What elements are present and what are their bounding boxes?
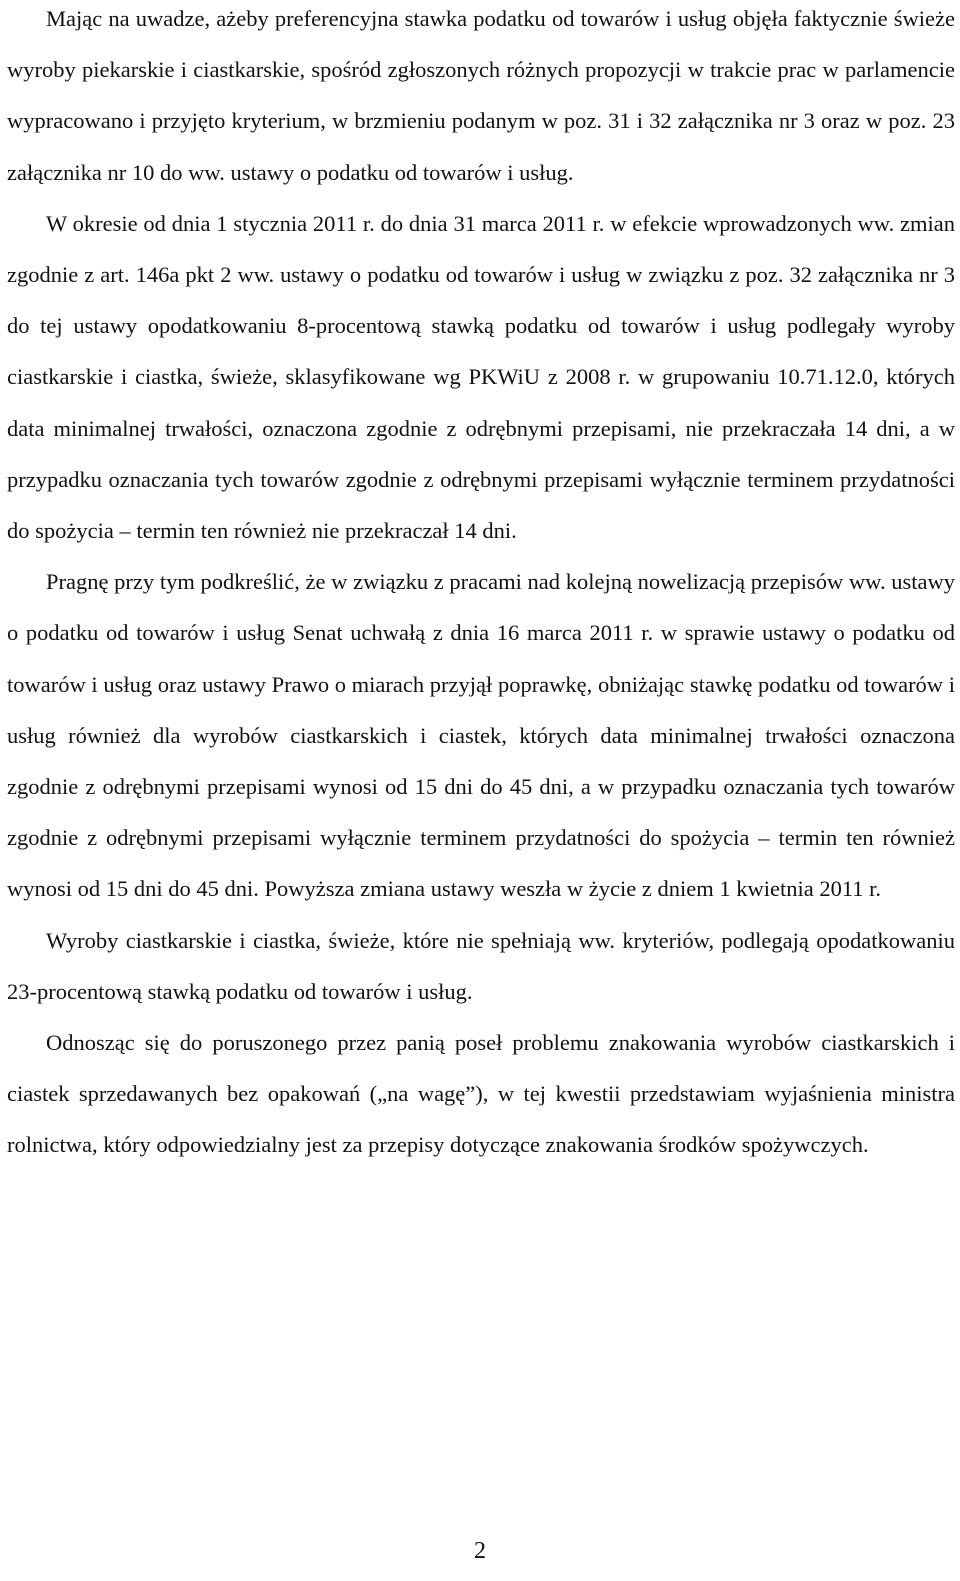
page-number: 2: [474, 1538, 486, 1564]
paragraph-1: Mając na uwadze, ażeby preferencyjna stawka podatku od towarów i usług objęła faktycznie świeże wyroby piekarskie i ciastkarskie, spośród zgłoszonych różnych propozycji w trakcie prac w parlamencie wypracowano i przyjęto kryterium, w brzmieniu podanym w poz. 31 i 32 załącznika nr 3 oraz w poz. 23 załącznika nr 10 do ww. ustawy o podatku od towarów i usług.: [7, 6, 955, 185]
paragraph-5: Odnosząc się do poruszonego przez panią poseł problemu znakowania wyrobów ciastkarskich i ciastek sprzedawanych bez opakowań („na wagę”), w tej kwestii przedstawiam wyjaśnienia ministra rolnictwa, który odpowiedzialny jest za przepisy dotyczące znakowania środków spożywczych.: [7, 1030, 955, 1158]
document-page: [7, 0, 955, 1171]
paragraph-3: Pragnę przy tym podkreślić, że w związku z pracami nad kolejną nowelizacją przepisów ww. ustawy o podatku od towarów i usług Senat uchwałą z dnia 16 marca 2011 r. w sprawie ustawy o podatku od towarów i usług oraz ustawy Prawo o miarach przyjął poprawkę, obniżając stawkę podatku od towarów i usług również dla wyrobów ciastkarskich i ciastek, których data minimalnej trwałości oznaczona zgodnie z odrębnymi przepisami wynosi od 15 dni do 45 dni, a w przypadku oznaczania tych towarów zgodnie z odrębnymi przepisami wyłącznie terminem przydatności do spożycia – termin ten również wynosi od 15 dni do 45 dni. Powyższa zmiana ustawy weszła w życie z dniem 1 kwietnia 2011 r.: [7, 569, 955, 902]
paragraph-4: Wyroby ciastkarskie i ciastka, świeże, które nie spełniają ww. kryteriów, podlegają opodatkowaniu 23-procentową stawką podatku od towarów i usług.: [7, 927, 955, 1004]
paragraph-2: W okresie od dnia 1 stycznia 2011 r. do dnia 31 marca 2011 r. w efekcie wprowadzonych ww. zmian zgodnie z art. 146a pkt 2 ww. ustawy o podatku od towarów i usług w związku z poz. 32 załącznika nr 3 do tej ustawy opodatkowaniu 8-procentową stawką podatku od towarów i usług podlegały wyroby ciastkarskie i ciastka, świeże, sklasyfikowane wg PKWiU z 2008 r. w grupowaniu 10.71.12.0, których data minimalnej trwałości, oznaczona zgodnie z odrębnymi przepisami, nie przekraczała 14 dni, a w przypadku oznaczania tych towarów zgodnie z odrębnymi przepisami wyłącznie terminem przydatności do spożycia – termin ten również nie przekraczał 14 dni.: [7, 210, 955, 544]
